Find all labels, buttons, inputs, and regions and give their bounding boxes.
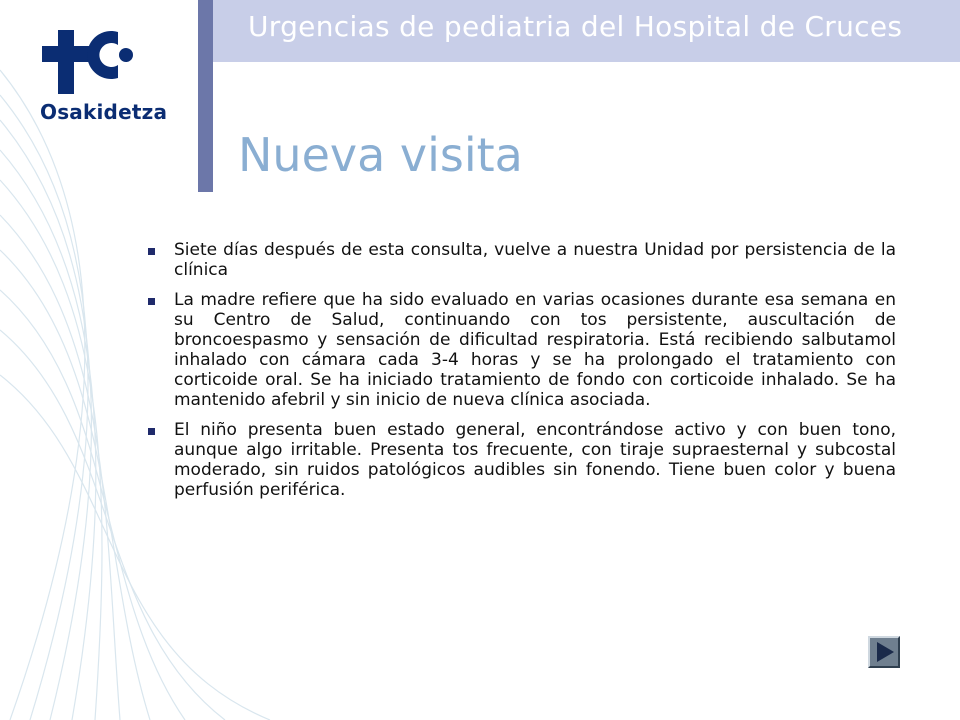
- brand-name: Osakidetza: [40, 100, 168, 124]
- bullet-item: [148, 240, 896, 280]
- bullet-item: [148, 290, 896, 410]
- logo-dot: [119, 48, 133, 62]
- play-right-icon: [874, 641, 896, 663]
- logo-cross-horizontal: [42, 46, 90, 62]
- bullet-item: [148, 420, 896, 500]
- bullet-text: El niño presenta buen estado general, encontrándose activo y con buen tono, aunque algo irritable. Presenta tos frecuente, con tiraje supraesternal y subcostal moderado, sin ruidos patológicos audibles sin fonendo. Tiene buen color y buena perfusión periférica.: [174, 420, 896, 500]
- bullet-text: Siete días después de esta consulta, vuelve a nuestra Unidad por persistencia de la clínica: [174, 240, 896, 280]
- next-slide-button[interactable]: [868, 636, 900, 668]
- header-title: Urgencias de pediatria del Hospital de Cruces: [248, 10, 903, 43]
- bullet-square-icon: [148, 248, 155, 255]
- header-vertical-bar: [198, 0, 213, 192]
- bullet-list: [148, 240, 896, 510]
- logo-c-shape: [87, 31, 118, 79]
- bullet-square-icon: [148, 298, 155, 305]
- bullet-text: La madre refiere que ha sido evaluado en varias ocasiones durante esa semana en su Centro de Salud, continuando con tos persistente, auscultación de broncoespasmo y sensación de dificultad respiratoria. Está recibiendo salbutamol inhalado con cámara cada 3-4 horas y se ha prolongado el tratamiento con corticoide oral. Se ha iniciado tratamiento de fondo con corticoide inhalado. Se ha mantenido afebril y sin inicio de nueva clínica asociada.: [174, 290, 896, 410]
- bullet-square-icon: [148, 428, 155, 435]
- slide-title: Nueva visita: [238, 128, 523, 182]
